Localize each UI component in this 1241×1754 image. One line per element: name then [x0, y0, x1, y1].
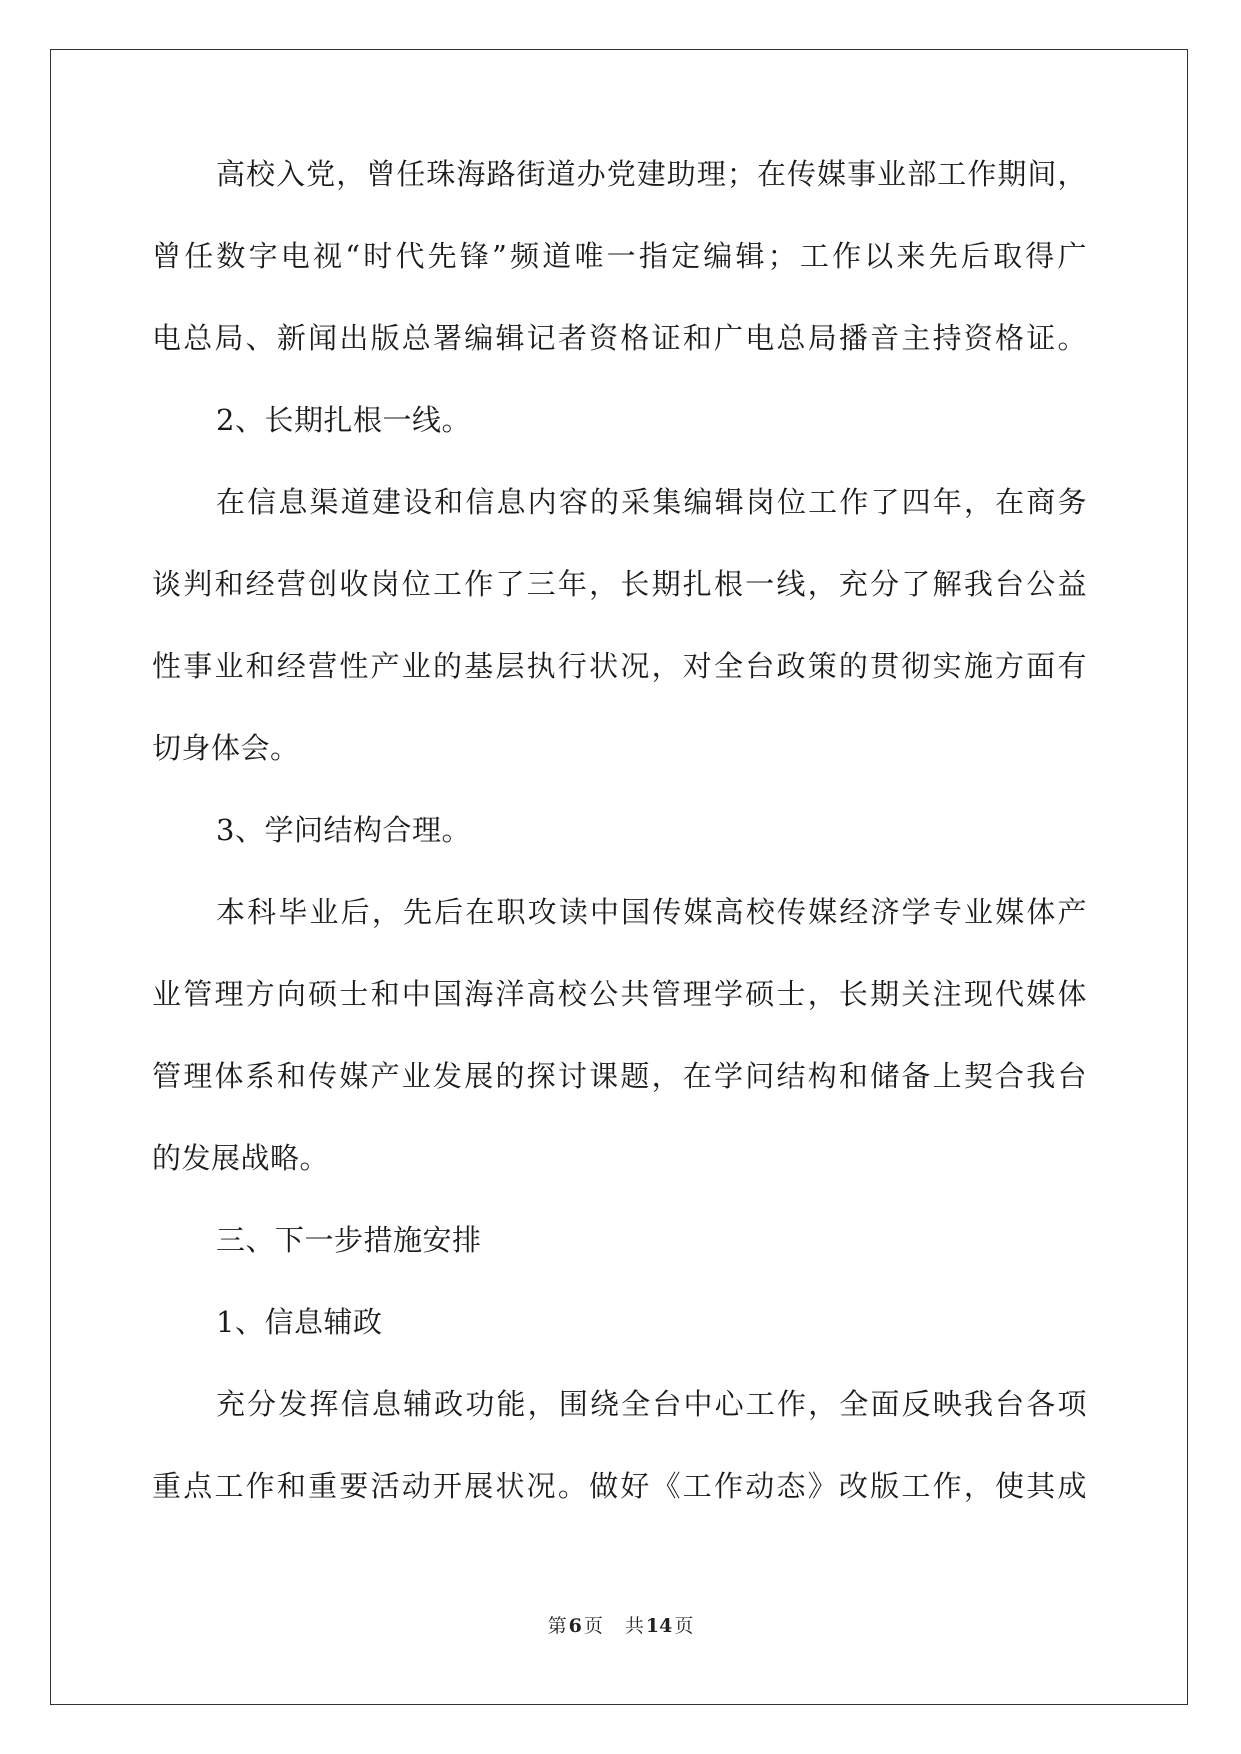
- paragraph-line: 充分发挥信息辅政功能，围绕全台中心工作，全面反映我台各项: [216, 1387, 1087, 1421]
- paragraph-line: 曾任数字电视“时代先锋”频道唯一指定编辑；工作以来先后取得广: [152, 239, 1087, 273]
- footer-total-prefix: 共: [624, 1615, 644, 1637]
- paragraph-line: 性事业和经营性产业的基层执行状况，对全台政策的贯彻实施方面有: [152, 649, 1087, 683]
- paragraph-line: 在信息渠道建设和信息内容的采集编辑岗位工作了四年，在商务: [216, 485, 1087, 519]
- paragraph-line: 谈判和经营创收岗位工作了三年，长期扎根一线，充分了解我台公益: [152, 567, 1087, 601]
- paragraph-line: 电总局、新闻出版总署编辑记者资格证和广电总局播音主持资格证。: [152, 321, 1087, 355]
- total-pages-number: 14: [645, 1615, 673, 1637]
- footer-prefix: 第: [547, 1615, 567, 1637]
- paragraph-line: 本科毕业后，先后在职攻读中国传媒高校传媒经济学专业媒体产: [216, 895, 1087, 929]
- section-heading: 2、长期扎根一线。: [216, 403, 471, 437]
- page-footer: [0, 1611, 1241, 1638]
- paragraph-line: 切身体会。: [152, 731, 300, 765]
- paragraph-line: 高校入党，曾任珠海路街道办党建助理；在传媒事业部工作期间，: [216, 157, 1087, 191]
- section-heading: 3、学问结构合理。: [216, 813, 471, 847]
- paragraph-line: 业管理方向硕士和中国海洋高校公共管理学硕士，长期关注现代媒体: [152, 977, 1087, 1011]
- paragraph-line: 管理体系和传媒产业发展的探讨课题，在学问结构和储备上契合我台: [152, 1059, 1087, 1093]
- footer-total-unit: 页: [674, 1615, 694, 1637]
- section-heading: 1、信息辅政: [216, 1305, 383, 1339]
- section-heading: 三、下一步措施安排: [216, 1223, 482, 1257]
- footer-page-unit: 页: [583, 1615, 603, 1637]
- document-body: [152, 157, 1087, 1554]
- current-page-number: 6: [568, 1615, 582, 1637]
- paragraph-line: 的发展战略。: [152, 1141, 330, 1175]
- paragraph-line: 重点工作和重要活动开展状况。做好《工作动态》改版工作，使其成: [152, 1469, 1087, 1503]
